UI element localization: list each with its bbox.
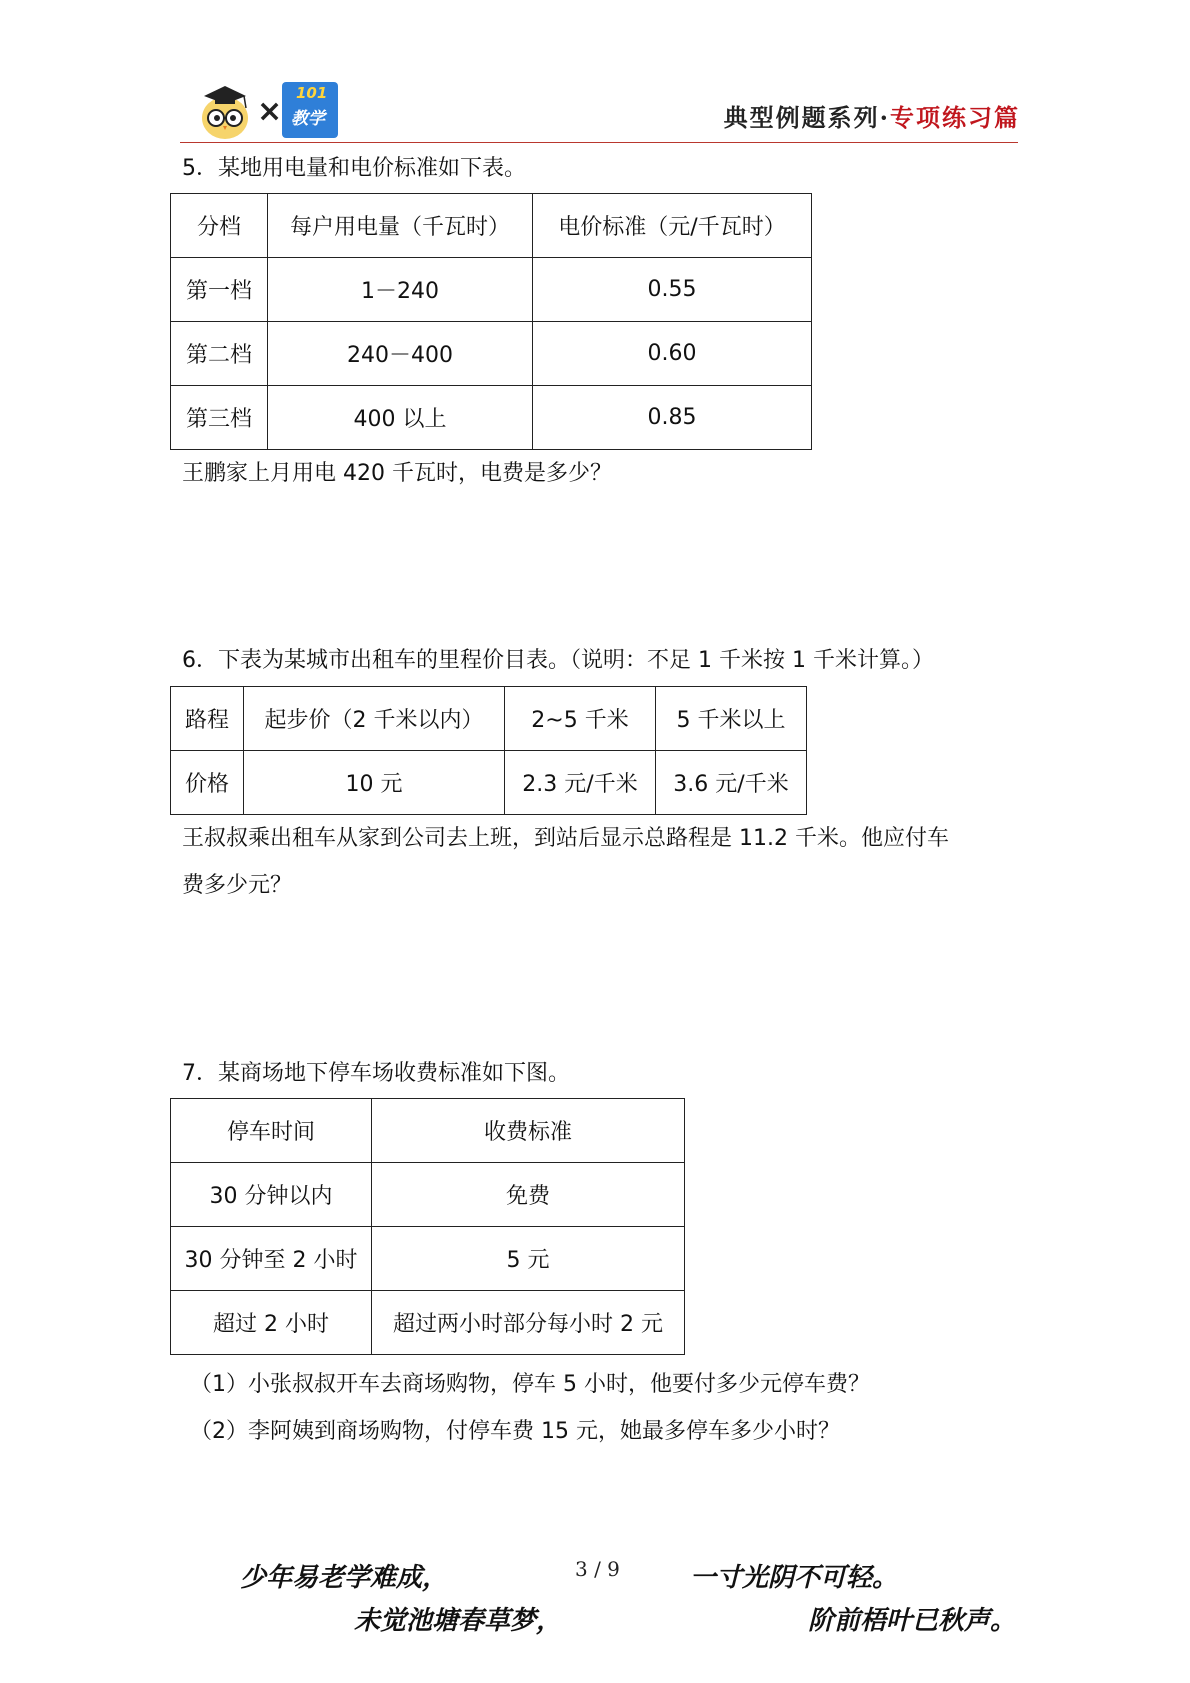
q6-question-line2: 费多少元？ (182, 873, 293, 898)
footer-poem-line-2: 一寸光阴不可轻。 (690, 1563, 899, 1593)
q7-subquestion-2: （2）李阿姨到商场购物，付停车费 15 元，她最多停车多少小时？ (190, 1419, 840, 1444)
logo-times-sign: × (257, 94, 283, 129)
series-title (724, 98, 1020, 133)
table-cell: 0.85 (533, 386, 812, 450)
table-cell: 第三档 (171, 386, 268, 450)
table-cell: 超过 2 小时 (171, 1291, 372, 1355)
table-cell: 30 分钟以内 (171, 1163, 372, 1227)
table-cell: 1－240 (268, 258, 533, 322)
series-title-main: 典型例题系列· (723, 103, 890, 132)
page-number: 3 / 9 (575, 1557, 620, 1581)
q6-table (170, 686, 807, 815)
table-cell: 400 以上 (268, 386, 533, 450)
table-cell: 2.3 元/千米 (505, 751, 656, 815)
table-row (171, 386, 812, 450)
101-education-logo (282, 82, 338, 138)
q6-title: 6．下表为某城市出租车的里程价目表。（说明：不足 1 千米按 1 千米计算。） (182, 648, 934, 673)
q7-table (170, 1098, 685, 1355)
q5-title: 5．某地用电量和电价标准如下表。 (182, 156, 526, 181)
table-cell: 240－400 (268, 322, 533, 386)
table-cell: 起步价（2 千米以内） (244, 687, 505, 751)
table-header-cell: 停车时间 (171, 1099, 372, 1163)
table-cell: 0.55 (533, 258, 812, 322)
table-header-cell: 收费标准 (372, 1099, 685, 1163)
table-cell: 5 千米以上 (656, 687, 807, 751)
logo-jiaoxue-text: 教学 (291, 109, 325, 129)
table-row (171, 258, 812, 322)
table-cell: 0.60 (533, 322, 812, 386)
table-row (171, 322, 812, 386)
table-cell: 30 分钟至 2 小时 (171, 1227, 372, 1291)
footer-poem-line-3: 未觉池塘春草梦， (354, 1606, 563, 1636)
table-cell: 路程 (171, 687, 244, 751)
q7-title: 7．某商场地下停车场收费标准如下图。 (182, 1061, 570, 1086)
table-cell: 第一档 (171, 258, 268, 322)
table-cell: 5 元 (372, 1227, 685, 1291)
header-divider (180, 142, 1018, 143)
table-cell: 免费 (372, 1163, 685, 1227)
table-cell: 第二档 (171, 322, 268, 386)
table-row (171, 751, 807, 815)
table-row (171, 1163, 685, 1227)
series-title-sub: 专项练习篇 (890, 103, 1020, 132)
table-cell: 2~5 千米 (505, 687, 656, 751)
table-header-row (171, 1099, 685, 1163)
q5-question: 王鹏家上月用电 420 千瓦时，电费是多少？ (182, 461, 612, 486)
q6-question-line1: 王叔叔乘出租车从家到公司去上班，到站后显示总路程是 11.2 千米。他应付车 (182, 826, 949, 851)
table-row (171, 1291, 685, 1355)
table-cell: 超过两小时部分每小时 2 元 (372, 1291, 685, 1355)
page-header (200, 80, 1020, 142)
table-cell: 10 元 (244, 751, 505, 815)
q7-subquestion-1: （1）小张叔叔开车去商场购物，停车 5 小时，他要付多少元停车费？ (190, 1372, 870, 1397)
table-header-cell: 分档 (171, 194, 268, 258)
q5-table (170, 193, 812, 450)
table-header-cell: 每户用电量（千瓦时） (268, 194, 533, 258)
table-row (171, 1227, 685, 1291)
logo-101-text: 101 (296, 84, 328, 102)
footer-poem-line-1: 少年易老学难成， (240, 1563, 449, 1593)
table-header-cell: 电价标准（元/千瓦时） (533, 194, 812, 258)
table-cell: 价格 (171, 751, 244, 815)
table-row (171, 687, 807, 751)
owl-logo-icon (200, 82, 250, 140)
table-cell: 3.6 元/千米 (656, 751, 807, 815)
footer-poem-line-4: 阶前梧叶已秋声。 (808, 1606, 1017, 1636)
table-header-row (171, 194, 812, 258)
